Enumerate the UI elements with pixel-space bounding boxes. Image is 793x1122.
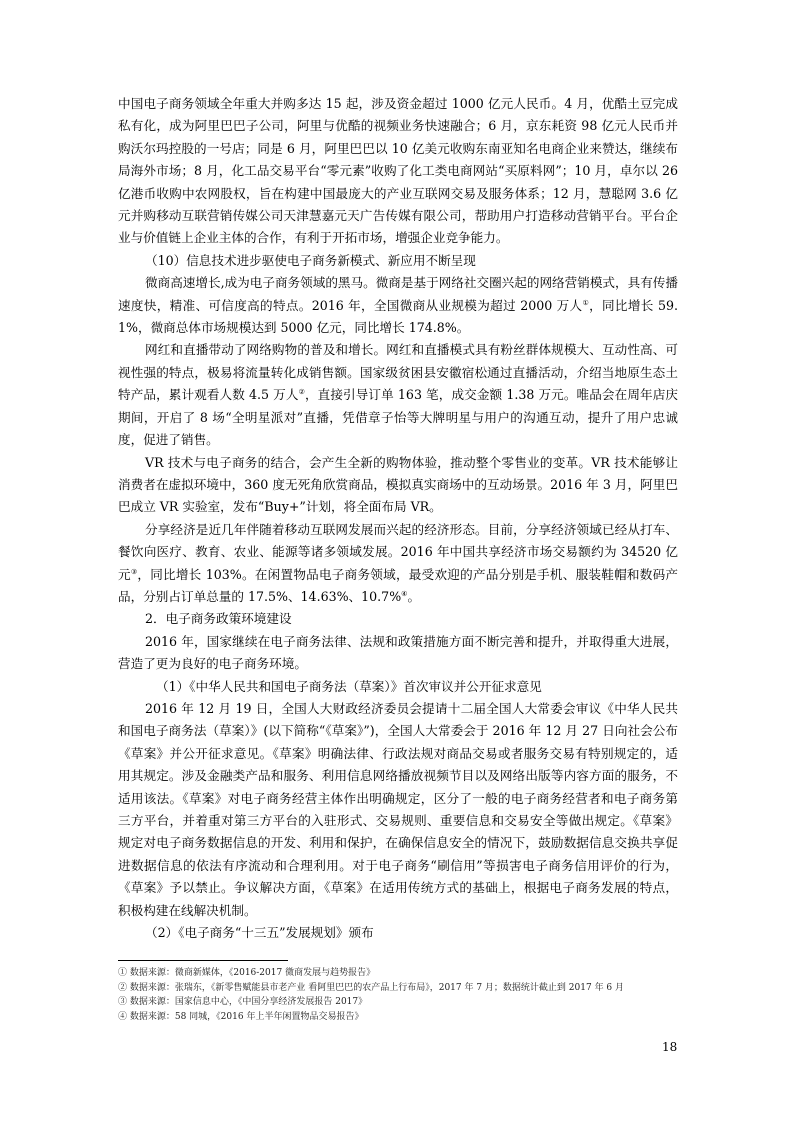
- paragraph-mergers: 中国电子商务领域全年重大并购多达 15 起，涉及资金超过 1000 亿元人民币。4 月，优酷土豆完成私有化，成为阿里巴巴子公司，阿里与优酷的视频业务快速融合；6 月，京东耗资 98 亿元人民币并购沃尔玛控股的一号店；同是 6 月，阿里巴巴以 10 亿美元收购东南亚知名电商企业来赞达，继续布局海外市场；8 月，化工品交易平台“零元素”收购了化工类电商网站“买原料网”；10 月，卓尔以 26 亿港币收购中农网股权，旨在构建中国最庞大的产业互联网交易及服务体系；12 月，慧聪网 3.6 亿元并购移动互联营销传媒公司天津慧嘉元天广告传媒有限公司，帮助用户打造移动营销平台。平台企业与价值链上企业主体的合作，有利于开拓市场，增强企业竞争能力。: [118, 96, 678, 246]
- heading-policy-environment: 2．电子商务政策环境建设: [145, 611, 292, 627]
- footnote-ref-1: ①: [582, 298, 590, 307]
- footnote-divider: [118, 960, 288, 961]
- footnote-3: ③ 数据来源：国家信息中心，《中国分享经济发展报告 2017》: [118, 997, 368, 1008]
- paragraph-ecommerce-law: 2016 年 12 月 19 日，全国人大财政经济委员会提请十二届全国人大常委会审议《中华人民共和国电子商务法（草案）》(以下简称“《草案》”)，全国人大常委会于 2016 年 12 月 27 日向社会公布《草案》并公开征求意见。《草案》明确法律、行政法规对商品交易或者服务交易有特别规定的，适用其规定。涉及金融类产品和服务、利用信息网络播放视频节目以及网络出版等内容方面的服务，不适用该法。《草案》对电子商务经营主体作出明确规定，区分了一般的电子商务经营者和电子商务第三方平台，并着重对第三方平台的入驻形式、交易规则、重要信息和交易安全等做出规定。《草案》规定对电子商务数据信息的开发、利用和保护，在确保信息安全的情况下，鼓励数据信息交换共享促进数据信息的依法有序流动和合理利用。对于电子商务“刷信用”等损害电子商务信用评价的行为，《草案》予以禁止。争议解决方面，《草案》在适用传统方式的基础上，根据电子商务发展的特点，积极构建在线解决机制。: [118, 700, 678, 918]
- footnote-ref-4: ④: [401, 589, 408, 598]
- paragraph-vr: VR 技术与电子商务的结合，会产生全新的购物体验，推动整个零售业的变革。VR 技术能够让消费者在虚拟环境中，360 度无死角欣赏商品，模拟真实商场中的互动场景。2016 年 3 月，阿里巴巴成立 VR 实验室，发布“Buy+”计划，将全面布局 VR。: [118, 454, 678, 515]
- paragraph-livestream: 网红和直播带动了网络购物的普及和增长。网红和直播模式具有粉丝群体规模大、互动性高、可视性强的特点，极易将流量转化成销售额。国家级贫困县安徽宿松通过直播活动，介绍当地原生态土特产品，累计观看人数 4.5 万人②，直接引导订单 163 笔，成交金额 1.38 万元。唯品会在周年店庆期间，开启了 8 场“全明星派对”直播，凭借章子怡等大牌明星与用户的沟通互动，提升了用户忠诚度，促进了销售。: [118, 342, 678, 448]
- footnote-ref-3: ③: [130, 567, 138, 576]
- body-text: [118, 93, 678, 944]
- page-number: 18: [662, 1040, 678, 1054]
- paragraph-policy-intro: 2016 年，国家继续在电子商务法律、法规和政策措施方面不断完善和提升，并取得重大进展，营造了更为良好的电子商务环境。: [118, 633, 678, 672]
- footnote-1: ① 数据来源：微商新媒体，《2016-2017 微商发展与趋势报告》: [118, 968, 376, 978]
- heading-info-tech: （10）信息技术进步驱使电子商务新模式、新应用不断呈现: [145, 252, 476, 268]
- footnote-4: ④ 数据来源：58 同城，《2016 年上半年闲置物品交易报告》: [118, 1011, 364, 1022]
- footnote-2: ② 数据来源：张瑞东，《新零售赋能县市老产业 看阿里巴巴的农产品上行布局》，2017 年 7 月；数据统计截止到 2017 年 6 月: [118, 982, 625, 993]
- paragraph-sharing-economy: 分享经济是近几年伴随着移动互联网发展而兴起的经济形态。目前，分享经济领域已经从打车、餐饮向医疗、教育、农业、能源等诸多领域发展。2016 年中国共享经济市场交易额约为 34520 亿元③，同比增长 103%。在闲置物品电子商务领域，最受欢迎的产品分别是手机、服装鞋帽和数码产品，分别占订单总量的 17.5%、14.63%、10.7%④。: [118, 521, 679, 604]
- paragraph-weishang: 微商高速增长,成为电子商务领域的黑马。微商是基于网络社交圈兴起的网络营销模式，具有传播速度快，精准、可信度高的特点。2016 年，全国微商从业规模为超过 2000 万人①，同比增长 59.1%，微商总体市场规模达到 5000 亿元，同比增长 174.8%。: [118, 275, 678, 336]
- footnotes: [118, 966, 678, 1024]
- heading-13th-five-year-plan: （2）《电子商务“十三五”发展规划》颁布: [145, 925, 374, 941]
- heading-ecommerce-law: （1）《中华人民共和国电子商务法（草案）》首次审议并公开征求意见: [156, 678, 542, 694]
- footnote-ref-2: ②: [298, 388, 305, 397]
